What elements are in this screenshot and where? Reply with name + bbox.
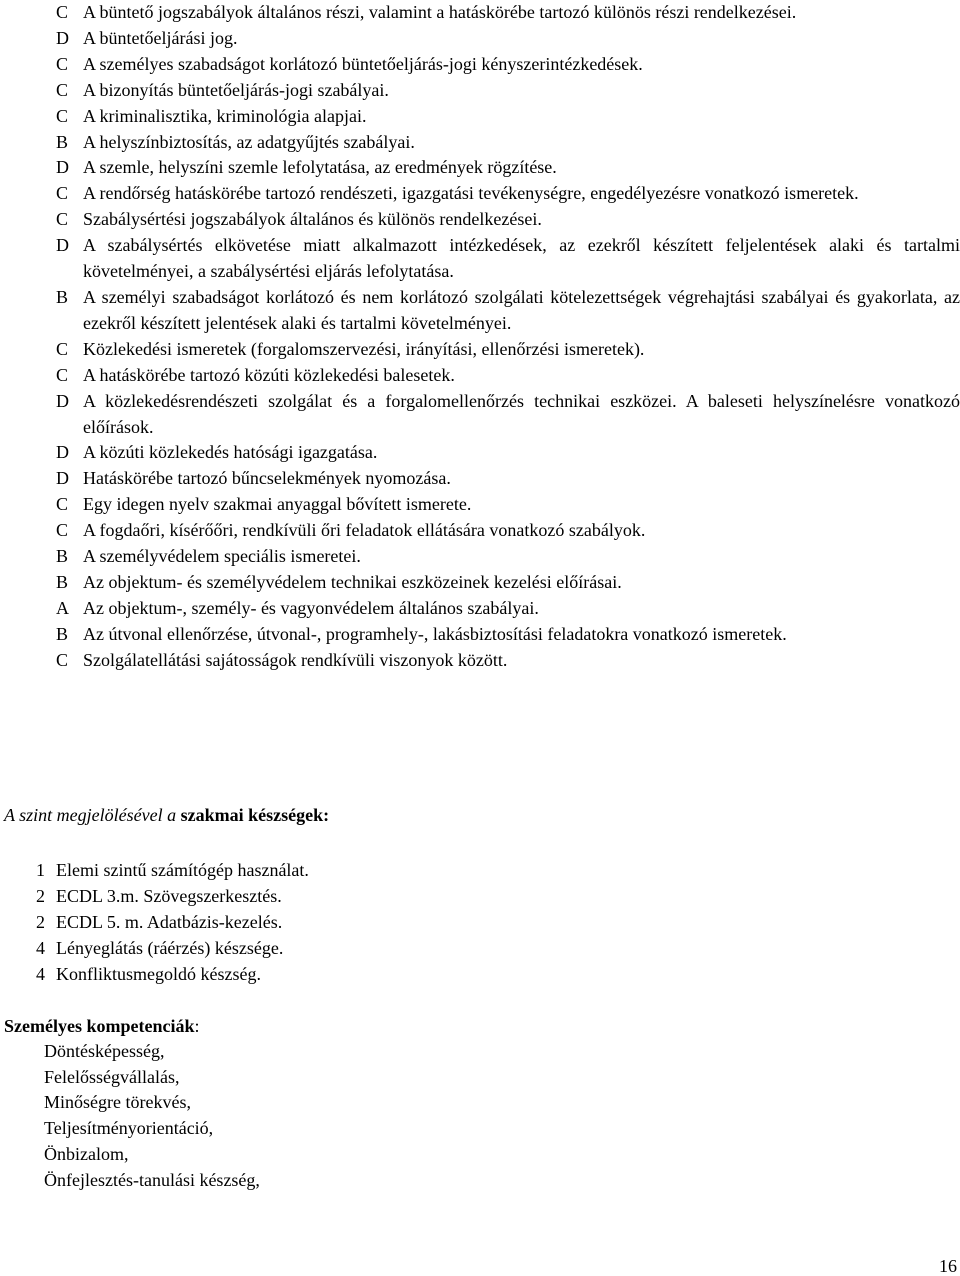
page-number: 16 xyxy=(939,1256,957,1276)
list-item xyxy=(56,285,960,337)
level-code: C xyxy=(56,494,69,515)
item-text: Az objektum-, személy- és vagyonvédelem általános szabályai. xyxy=(83,597,539,618)
level-code: C xyxy=(56,364,69,385)
item-text: A szemle, helyszíni szemle lefolytatása, az eredmények rögzítése. xyxy=(83,157,557,178)
item-text: Az objektum- és személyvédelem technikai eszközeinek kezelési előírásai. xyxy=(83,571,622,592)
competency-item: Döntésképesség, xyxy=(44,1041,165,1061)
level-code: D xyxy=(56,235,69,256)
skills-heading-italic: A szint megjelölésével a xyxy=(4,805,177,825)
competency-item: Teljesítményorientáció, xyxy=(44,1118,214,1139)
list-item xyxy=(56,233,960,285)
skill-item xyxy=(36,961,309,987)
list-item xyxy=(56,52,960,78)
item-text: Közlekedési ismeretek (forgalomszervezési, irányítási, ellenőrzési ismeretek). xyxy=(83,338,645,359)
skill-level: 2 xyxy=(36,886,45,906)
skills-heading xyxy=(4,803,329,828)
item-text: A személyi szabadságot korlátozó és nem korlátozó szolgálati kötelezettségek végrehajtási szabályai és gyakorlata, az ezekről készített jelentések alaki és tartalmi követelményei. xyxy=(83,286,960,333)
list-item xyxy=(56,570,960,596)
list-item xyxy=(56,104,960,130)
skills-list xyxy=(36,857,309,987)
level-code: B xyxy=(56,286,69,307)
item-text: A szabálysértés elkövetése miatt alkalmazott intézkedések, az ezekről készített feljelentések alaki és tartalmi követelményei, a szabálysértési eljárás lefolytatása. xyxy=(83,235,960,282)
level-code: C xyxy=(56,53,69,74)
competencies-list xyxy=(44,1039,260,1193)
level-code: B xyxy=(56,131,69,152)
list-item xyxy=(56,181,960,207)
level-code: B xyxy=(56,546,69,567)
list-item xyxy=(56,363,960,389)
competency-item: Önfejlesztés-tanulási készség, xyxy=(44,1169,260,1190)
level-code: D xyxy=(56,27,69,48)
list-item xyxy=(56,648,960,674)
level-code: C xyxy=(56,649,69,670)
skill-level: 1 xyxy=(36,860,45,880)
item-text: A személyes szabadságot korlátozó büntetőeljárás-jogi kényszerintézkedések. xyxy=(83,53,643,74)
list-item xyxy=(56,596,960,622)
list-item xyxy=(56,0,960,26)
competency-item: Felelősségvállalás, xyxy=(44,1066,180,1087)
skill-text: Elemi szintű számítógép használat. xyxy=(56,860,309,880)
level-code: D xyxy=(56,157,69,178)
item-text: A rendőrség hatáskörébe tartozó rendészeti, igazgatási tevékenységre, engedélyezésre vonatkozó ismeretek. xyxy=(83,183,859,204)
list-item xyxy=(56,466,960,492)
list-item xyxy=(56,78,960,104)
skill-level: 2 xyxy=(36,912,45,932)
skill-level: 4 xyxy=(36,964,45,984)
skills-heading-bold: szakmai készségek: xyxy=(180,805,330,825)
skill-item xyxy=(36,935,309,961)
list-item xyxy=(56,155,960,181)
item-text: A fogdaőri, kísérőőri, rendkívüli őri feladatok ellátására vonatkozó szabályok. xyxy=(83,520,646,541)
item-text: A bizonyítás büntetőeljárás-jogi szabályai. xyxy=(83,79,389,100)
item-text: Hatáskörébe tartozó bűncselekmények nyomozása. xyxy=(83,468,451,489)
item-text: A helyszínbiztosítás, az adatgyűjtés szabályai. xyxy=(83,131,415,152)
item-text: A büntető jogszabályok általános részi, valamint a hatáskörébe tartozó különös részi rendelkezései. xyxy=(83,2,797,22)
list-item xyxy=(56,207,960,233)
skill-text: ECDL 5. m. Adatbázis-kezelés. xyxy=(56,912,283,932)
list-item xyxy=(56,26,960,52)
item-text: A kriminalisztika, kriminológia alapjai. xyxy=(83,105,367,126)
skill-item xyxy=(36,883,309,909)
level-code: C xyxy=(56,520,69,541)
item-text: A személyvédelem speciális ismeretei. xyxy=(83,546,361,567)
level-code: B xyxy=(56,571,69,592)
skill-text: ECDL 3.m. Szövegszerkesztés. xyxy=(56,886,282,906)
competencies-heading-bold: Személyes kompetenciák xyxy=(4,1016,195,1036)
competency-item: Minőségre törekvés, xyxy=(44,1092,191,1113)
item-text: A hatáskörébe tartozó közúti közlekedési balesetek. xyxy=(83,364,455,385)
level-code: C xyxy=(56,209,69,230)
item-text: A büntetőeljárási jog. xyxy=(83,27,238,48)
item-text: Szabálysértési jogszabályok általános és különös rendelkezései. xyxy=(83,209,542,230)
competencies-heading xyxy=(4,1013,199,1039)
list-item xyxy=(56,337,960,363)
skill-level: 4 xyxy=(36,938,45,958)
level-code: D xyxy=(56,442,69,463)
item-text: Az útvonal ellenőrzése, útvonal-, programhely-, lakásbiztosítási feladatokra vonatkozó ismeretek. xyxy=(83,623,787,644)
level-code: D xyxy=(56,390,69,411)
list-item xyxy=(56,622,960,648)
knowledge-list xyxy=(56,0,960,674)
competency-item: Önbizalom, xyxy=(44,1143,129,1164)
level-code: D xyxy=(56,468,69,489)
list-item xyxy=(56,544,960,570)
skill-text: Lényeglátás (ráérzés) készsége. xyxy=(56,938,284,958)
list-item xyxy=(56,492,960,518)
level-code: C xyxy=(56,105,69,126)
list-item xyxy=(56,130,960,156)
level-code: C xyxy=(56,2,69,22)
list-item xyxy=(56,440,960,466)
skill-item xyxy=(36,909,309,935)
skill-text: Konfliktusmegoldó készség. xyxy=(56,964,261,984)
item-text: Szolgálatellátási sajátosságok rendkívüli viszonyok között. xyxy=(83,649,508,670)
item-text: A közlekedésrendészeti szolgálat és a forgalomellenőrzés technikai eszközei. A baleseti helyszínelésre vonatkozó előírások. xyxy=(83,390,960,437)
item-text: Egy idegen nyelv szakmai anyaggal bővített ismerete. xyxy=(83,494,472,515)
level-code: C xyxy=(56,338,69,359)
level-code: C xyxy=(56,79,69,100)
list-item xyxy=(56,389,960,441)
list-item xyxy=(56,518,960,544)
level-code: A xyxy=(56,597,69,618)
level-code: B xyxy=(56,623,69,644)
skill-item xyxy=(36,857,309,883)
competencies-heading-suffix: : xyxy=(194,1016,200,1036)
level-code: C xyxy=(56,183,69,204)
item-text: A közúti közlekedés hatósági igazgatása. xyxy=(83,442,378,463)
